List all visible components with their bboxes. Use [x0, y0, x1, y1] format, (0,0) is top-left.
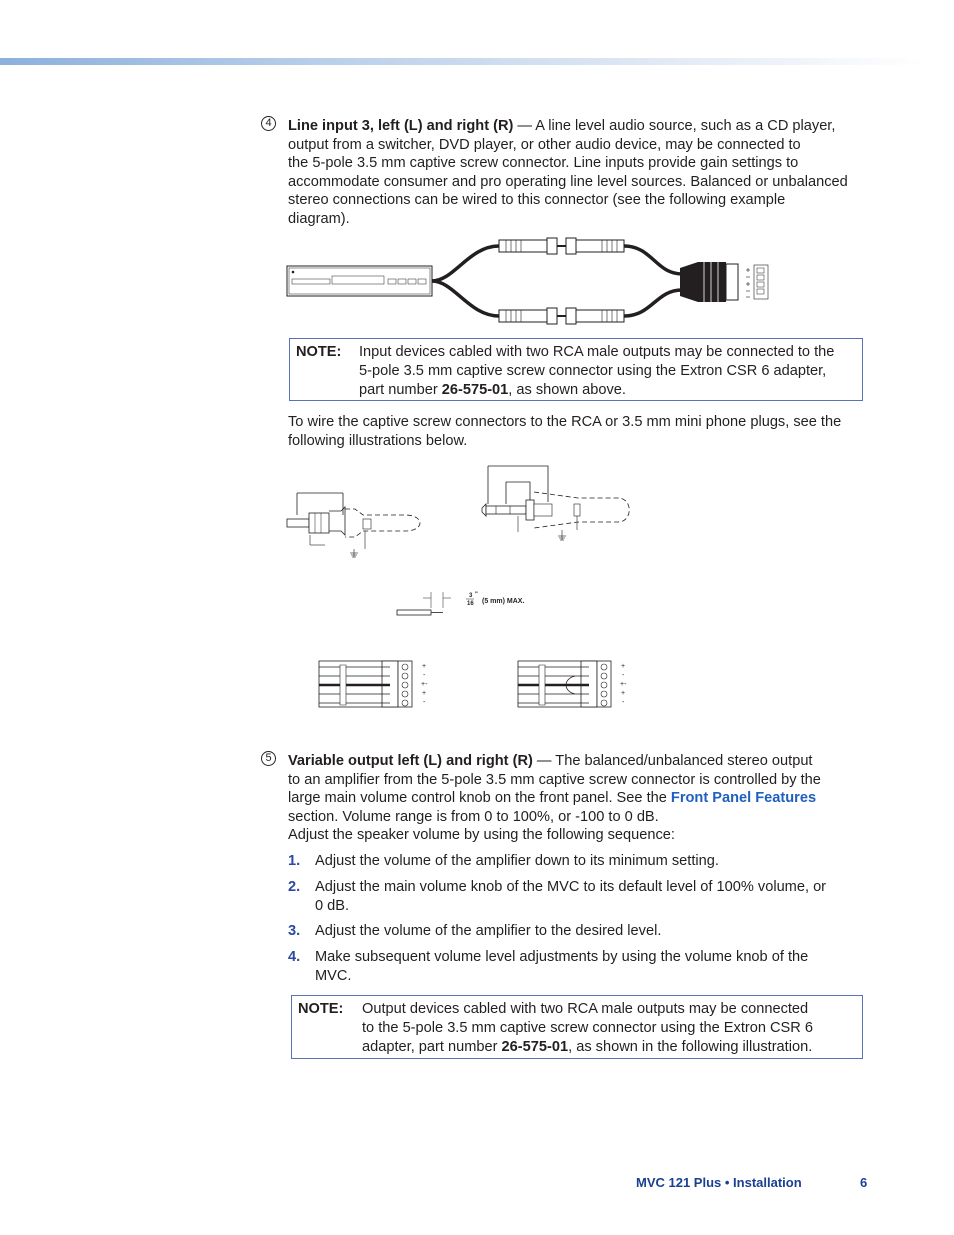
step-1-line-1: Adjust the volume of the amplifier down to its minimum setting. — [315, 853, 719, 869]
svg-text:-: - — [423, 672, 426, 679]
wiring-intro-line-1: To wire the captive screw connectors to the RCA or 3.5 mm mini phone plugs, see the — [288, 414, 842, 430]
section-4-number: 4 — [261, 116, 276, 131]
cd-player-rca-diagram — [284, 232, 784, 328]
note-2-label: NOTE: — [298, 1001, 344, 1017]
wiring-intro-line-2: following illustrations below. — [288, 432, 468, 449]
captive-screw-wiring-balanced — [515, 657, 635, 713]
svg-text:+: + — [621, 663, 626, 670]
note-2 — [291, 995, 863, 1059]
step-4-line-2: MVC. — [315, 968, 352, 984]
rca-plug-wiring-illustration — [285, 485, 435, 560]
cd-player-icon — [287, 266, 432, 296]
strip-fraction-numerator: 3 — [469, 593, 473, 599]
strip-fraction-denominator: 16 — [467, 601, 474, 607]
section-4-title: Line input 3, left (L) and right (R) — [288, 118, 514, 134]
note-2-part-number: 26-575-01 — [501, 1039, 569, 1055]
step-4-line-1: Make subsequent volume level adjustments by using the volume knob of the — [315, 949, 809, 965]
svg-text:-: - — [423, 699, 426, 706]
note-2-text — [362, 1000, 860, 1057]
note-2-line-3-prefix: adapter, part number — [362, 1039, 502, 1055]
note-2-line-1: Output devices cabled with two RCA male outputs may be connected — [362, 1001, 809, 1017]
section-4-text — [288, 117, 868, 229]
step-4-number: 4. — [288, 949, 301, 965]
section-4-body-1: — A line level audio source, such as a CD player, — [513, 118, 836, 134]
note-1-line-1: Input devices cabled with two RCA male outputs may be connected to the — [359, 344, 835, 360]
section-5-number: 5 — [261, 751, 276, 766]
step-1-text — [315, 852, 863, 871]
section-4-body-4: accommodate consumer and pro operating line level sources. Balanced or unbalanced — [288, 173, 848, 190]
section-5-body-1: — The balanced/unbalanced stereo output — [532, 753, 813, 769]
section-4-body-5: stereo connections can be wired to this connector (see the following example — [288, 192, 786, 209]
note-1-line-3-prefix: part number — [359, 382, 442, 398]
section-4-body-6: diagram). — [288, 210, 350, 227]
svg-text:+: + — [422, 690, 427, 697]
header-gradient-bar — [0, 58, 926, 65]
section-4-line-1 — [288, 117, 868, 136]
captive-screw-connector — [680, 262, 768, 302]
note-1-line-3 — [359, 381, 859, 400]
svg-text:-: - — [622, 699, 625, 706]
section-5-body-5: Adjust the speaker volume by using the following sequence: — [288, 827, 675, 844]
step-3-line-1: Adjust the volume of the amplifier to the desired level. — [315, 923, 662, 939]
svg-text:-: - — [622, 672, 625, 679]
wiring-intro — [288, 413, 868, 450]
mini-plug-wiring-illustration — [478, 462, 638, 547]
section-5-title: Variable output left (L) and right (R) — [288, 753, 533, 769]
step-2-line-1: Adjust the main volume knob of the MVC to its default level of 100% volume, or — [315, 879, 827, 895]
note-1-label: NOTE: — [296, 344, 342, 360]
captive-screw-wiring-unbalanced — [316, 657, 436, 713]
svg-text:+-: +- — [620, 681, 627, 688]
step-3-number: 3. — [288, 923, 301, 939]
wire-strip-illustration — [395, 586, 555, 618]
note-1-line-2: 5-pole 3.5 mm captive screw connector using the Extron CSR 6 adapter, — [359, 363, 827, 379]
section-5-body-3: large main volume control knob on the front panel. See the — [288, 790, 671, 807]
front-panel-features-link[interactable]: Front Panel Features — [670, 790, 817, 807]
footer-title: MVC 121 Plus • Installation — [636, 1175, 802, 1190]
note-1-line-3-suffix: , as shown above. — [508, 382, 626, 398]
section-4-body-3: the 5-pole 3.5 mm captive screw connector. Line inputs provide gain settings to — [288, 155, 799, 172]
step-2-line-2: 0 dB. — [315, 898, 350, 914]
page-number: 6 — [860, 1175, 868, 1190]
section-5-text — [288, 752, 868, 845]
svg-text:+: + — [422, 663, 427, 670]
svg-text:+-: +- — [421, 681, 428, 688]
note-2-line-2: to the 5-pole 3.5 mm captive screw connector using the Extron CSR 6 — [362, 1020, 814, 1036]
step-2-number: 2. — [288, 879, 301, 895]
rca-plug-bottom — [499, 308, 624, 324]
step-3-text — [315, 922, 863, 941]
rca-plug-top — [499, 238, 624, 254]
step-4-text — [315, 948, 863, 986]
note-2-line-3 — [362, 1038, 860, 1057]
step-1-number: 1. — [288, 853, 301, 869]
svg-text:+: + — [621, 690, 626, 697]
section-4-body-2: output from a switcher, DVD player, or other audio device, may be connected to — [288, 136, 801, 153]
note-2-line-3-suffix: , as shown in the following illustration. — [568, 1039, 813, 1055]
note-1 — [289, 338, 863, 401]
strip-fraction-unit: " — [475, 592, 478, 598]
section-5-body-4: section. Volume range is from 0 to 100%, or -100 to 0 dB. — [288, 808, 659, 825]
section-5-line-1 — [288, 752, 868, 771]
step-2-text — [315, 878, 863, 916]
section-5-line-3 — [288, 789, 868, 808]
note-1-text — [359, 343, 859, 400]
strip-max-label: (5 mm) MAX. — [482, 598, 525, 605]
note-1-part-number: 26-575-01 — [441, 382, 509, 398]
section-5-body-2: to an amplifier from the 5-pole 3.5 mm captive screw connector is controlled by the — [288, 771, 821, 788]
